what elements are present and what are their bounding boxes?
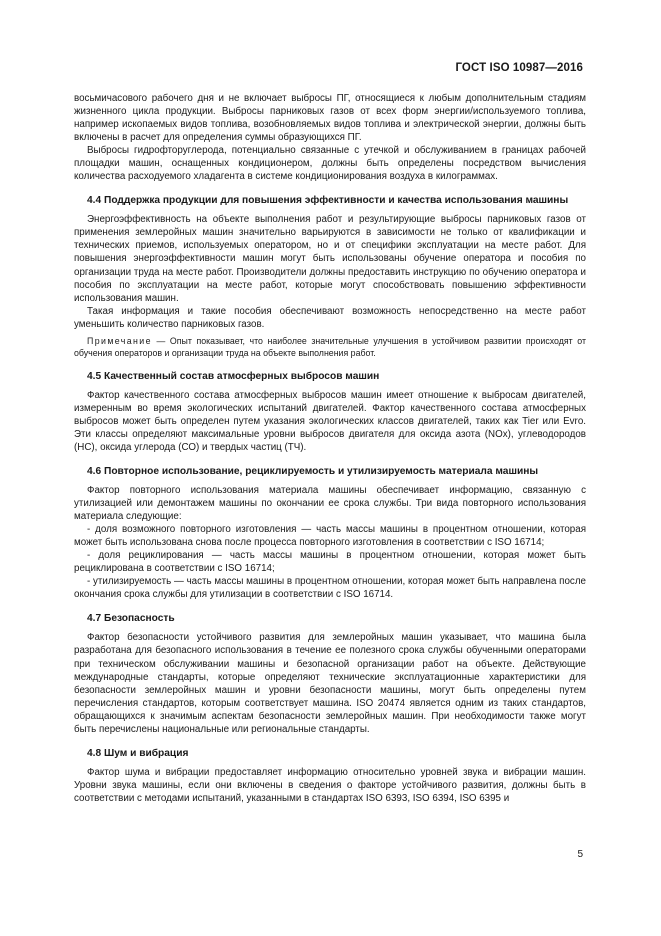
paragraph-hfc: Выбросы гидрофторуглерода, потенциально связанные с утечкой и обслуживанием в границах рабочей площадки машин, оснащенных кондиционером, должны быть определены посредством вычисления количества расходуемого хладагента в системе кондиционирования воздуха в килограммах. [74,145,586,183]
document-header: ГОСТ ISO 10987—2016 [455,62,583,74]
paragraph-continuation: восьмичасового рабочего дня и не включает выбросы ПГ, относящиеся к любым дополнительным стадиям жизненного цикла продукции. Выбросы парниковых газов от всех форм энергии/используемого топлива, например ископаемых видов топлива, возобновляемых видов топлива и электрической энергии, должны быть включены в расчет для определения суммы образующихся ПГ. [74,93,586,144]
page-number: 5 [577,849,583,860]
paragraph-4-5-1: Фактор качественного состава атмосферных выбросов машин имеет отношение к выбросам двигателей, измеренным во время экологических испытаний двигателей. Фактор качественного состава атмосферных выбросов может быть определен путем указания экологических классов двигателей, таких как Tier или Evro. Эти классы определяют максимальные уровни выбросов двигателя для оксида азота (NOx), углеводородов (НС), оксида углерода (СО) и твердых частиц (ТЧ). [74,389,586,453]
list-item-remanufacture: - доля возможного повторного изготовления — часть массы машины в процентном отношении, которая может быть использована снова после процесса повторного изготовления в соответствии с ISO 16714; [74,524,586,549]
paragraph-4-8-1: Фактор шума и вибрации предоставляет информацию относительно уровней звука и вибрации машин. Уровни звука машины, если они включены в сведения о факторе устойчивого развития, должны быть в соответствии с методами испытаний, указанными в стандартах ISO 6393, ISO 6394, ISO 6395 и [74,766,586,804]
section-heading-4-7: 4.7 Безопасность [87,613,175,625]
paragraph-4-4-1: Энергоэффективность на объекте выполнения работ и результирующие выбросы парниковых газов от применения землеройных машин значительно варьируются в зависимости не только от квалификации и технических приемов, используемых оператором, но и от специфики эксплуатации на месте работ. Для повышения энергоэффективности машин могут быть использованы обучение оператора и пособия по организации труда на месте работ. Производители должны предоставить инструкцию по обучению оператора и пособия по эксплуатации на месте работ, которые могут способствовать повышению эффективности использования машин. [74,214,586,304]
section-heading-4-8: 4.8 Шум и вибрация [87,747,189,759]
note-text: — Опыт показывает, что наиболее значительные улучшения в устойчивом развитии происходят от обучения операторов и организации труда на объекте выполнения работ. [74,335,586,358]
section-heading-4-6: 4.6 Повторное использование, рециклируемость и утилизируемость материала машины [87,465,539,477]
document-body [74,92,586,805]
list-item-recycling: - доля рециклирования — часть массы машины в процентном отношении, которая может быть рециклирована в соответствии с ISO 16714; [74,550,586,575]
paragraph-4-4-2: Такая информация и такие пособия обеспечивают возможность непосредственно на месте работ уменьшить количество парниковых газов. [74,305,586,330]
paragraph-4-7-1: Фактор безопасности устойчивого развития для землеройных машин указывает, что машина была разработана для безопасного использования в течение ее полезного срока службы обученными операторами при техническом обслуживании машины и безопасной организации работ на объекте. Действующие международные стандарты, которые определяют технические эксплуатационные характеристики для безопасности землеройных машин и уровни безопасности машины, могут быть определены путем перечисления стандартов, которым соответствует машина. ISO 20474 является одним из таких стандартов, обращающихся к значимым аспектам безопасности землеройных машин. При необходимости также могут быть перечислены национальные или региональные стандарты. [74,632,586,735]
list-item-recovery: - утилизируемость — часть массы машины в процентном отношении, которая может быть направлена после окончания срока службы для утилизации в соответствии с ISO 16714. [74,576,586,601]
note-label: Примечание [87,335,152,346]
note-4-4 [74,335,586,359]
paragraph-4-6-1: Фактор повторного использования материала машины обеспечивает информацию, связанную с утилизацией или демонтажем машины по окончании ее срока службы. Три вида повторного использования материала следующие: [74,484,586,523]
section-heading-4-4: 4.4 Поддержка продукции для повышения эффективности и качества использования машины [87,195,569,207]
section-heading-4-5: 4.5 Качественный состав атмосферных выбросов машин [87,370,380,382]
